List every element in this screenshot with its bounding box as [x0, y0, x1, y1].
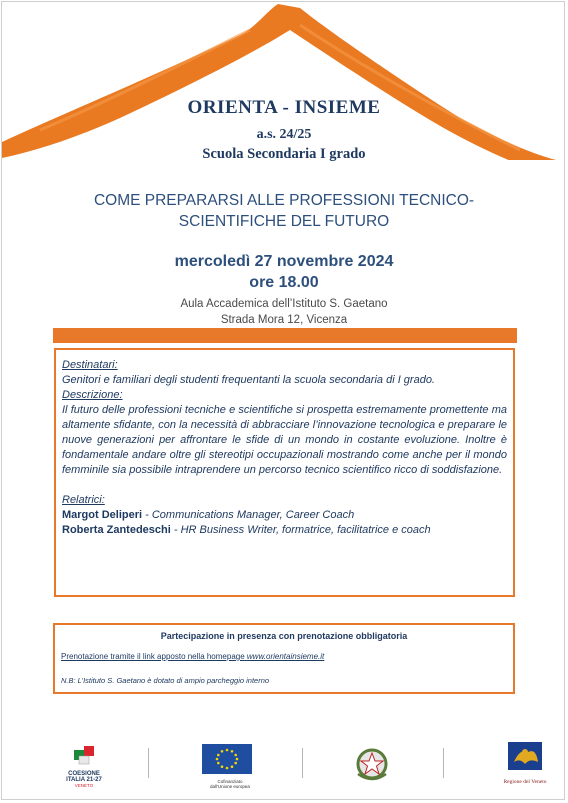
- booking-link-line[interactable]: [61, 652, 324, 661]
- booking-heading: Partecipazione in presenza con prenotazione obbligatoria: [160, 631, 408, 641]
- italian-republic-emblem: [352, 744, 392, 784]
- header-year: a.s. 24/25: [256, 127, 312, 142]
- parking-note: N.B: L’Istituto S. Gaetano è dotato di ampio parcheggio interno: [61, 676, 270, 685]
- venue-line-1: Aula Accademica dell’Istituto S. Gaetano: [180, 298, 388, 310]
- speaker-role: - Communications Manager, Career Coach: [142, 509, 355, 521]
- header-school: Scuola Secondaria I grado: [202, 146, 366, 162]
- booking-url-link[interactable]: www.orientainsieme.it: [246, 652, 325, 661]
- speaker-role: - HR Business Writer, formatrice, facilitatrice e coach: [170, 524, 431, 536]
- veneto-caption: Regione del Veneto: [503, 779, 547, 785]
- audience-text: Genitori e familiari degli studenti frequentanti la scuola secondaria di I grado.: [62, 374, 435, 386]
- speaker-name: Margot Deliperi: [62, 509, 143, 521]
- coesione-line-3: VENETO: [74, 783, 94, 788]
- republic-emblem-icon: [352, 744, 392, 784]
- logo-separator: [148, 748, 149, 778]
- audience-label: Destinatari:: [62, 359, 118, 371]
- eu-cofinanced-logo: [202, 744, 258, 790]
- coesione-line-2: ITALIA 21-27: [66, 777, 102, 783]
- speaker-name: Roberta Zantedeschi: [62, 524, 171, 536]
- veneto-lion-icon: [494, 740, 556, 774]
- regione-veneto-logo: [494, 740, 556, 790]
- description-text: Il futuro delle professioni tecniche e scientifiche si prospetta estremamente promettente ma altamente sfidante, con la necessità di abbracciare l’innovazione tecnologica e preparare le nuove generazioni per affrontare le sfide di un mondo in costante evoluzione. Inoltre è fondamentale andare oltre gli stereotipi occupazionali mostrando come anche per il mondo femminile sia possibile intraprendere un percorso tecnico scientifico ricco di soddisfazione.: [62, 404, 507, 476]
- coesione-line-1: COESIONE: [68, 771, 100, 777]
- booking-link-text: Prenotazione tramite il link apposto nella homepage: [61, 652, 245, 661]
- logo-separator: [302, 748, 303, 778]
- eu-caption-2: dall'Unione europea: [210, 784, 250, 789]
- event-date: mercoledì 27 novembre 2024: [174, 253, 394, 270]
- logo-separator: [443, 748, 444, 778]
- booking-box: [53, 623, 515, 694]
- header-title: ORIENTA - INSIEME: [187, 97, 381, 118]
- speaker-row: [62, 508, 507, 523]
- event-title: COME PREPARARSI ALLE PROFESSIONI TECNICO-SCIENTIFICHE DEL FUTURO: [93, 192, 475, 230]
- speakers-label: Relatrici:: [62, 494, 105, 506]
- coesione-italia-logo: [62, 742, 106, 794]
- eu-flag-icon: [202, 744, 252, 774]
- speaker-row: [62, 523, 507, 538]
- coesione-mark-icon: [62, 742, 106, 766]
- info-box: [54, 348, 515, 597]
- description-label: Descrizione:: [62, 389, 123, 401]
- orange-divider-bar: [53, 328, 517, 343]
- eu-caption-1: Cofinanziato: [217, 779, 243, 784]
- event-time: ore 18.00: [249, 274, 319, 291]
- venue-line-2: Strada Mora 12, Vicenza: [220, 314, 348, 326]
